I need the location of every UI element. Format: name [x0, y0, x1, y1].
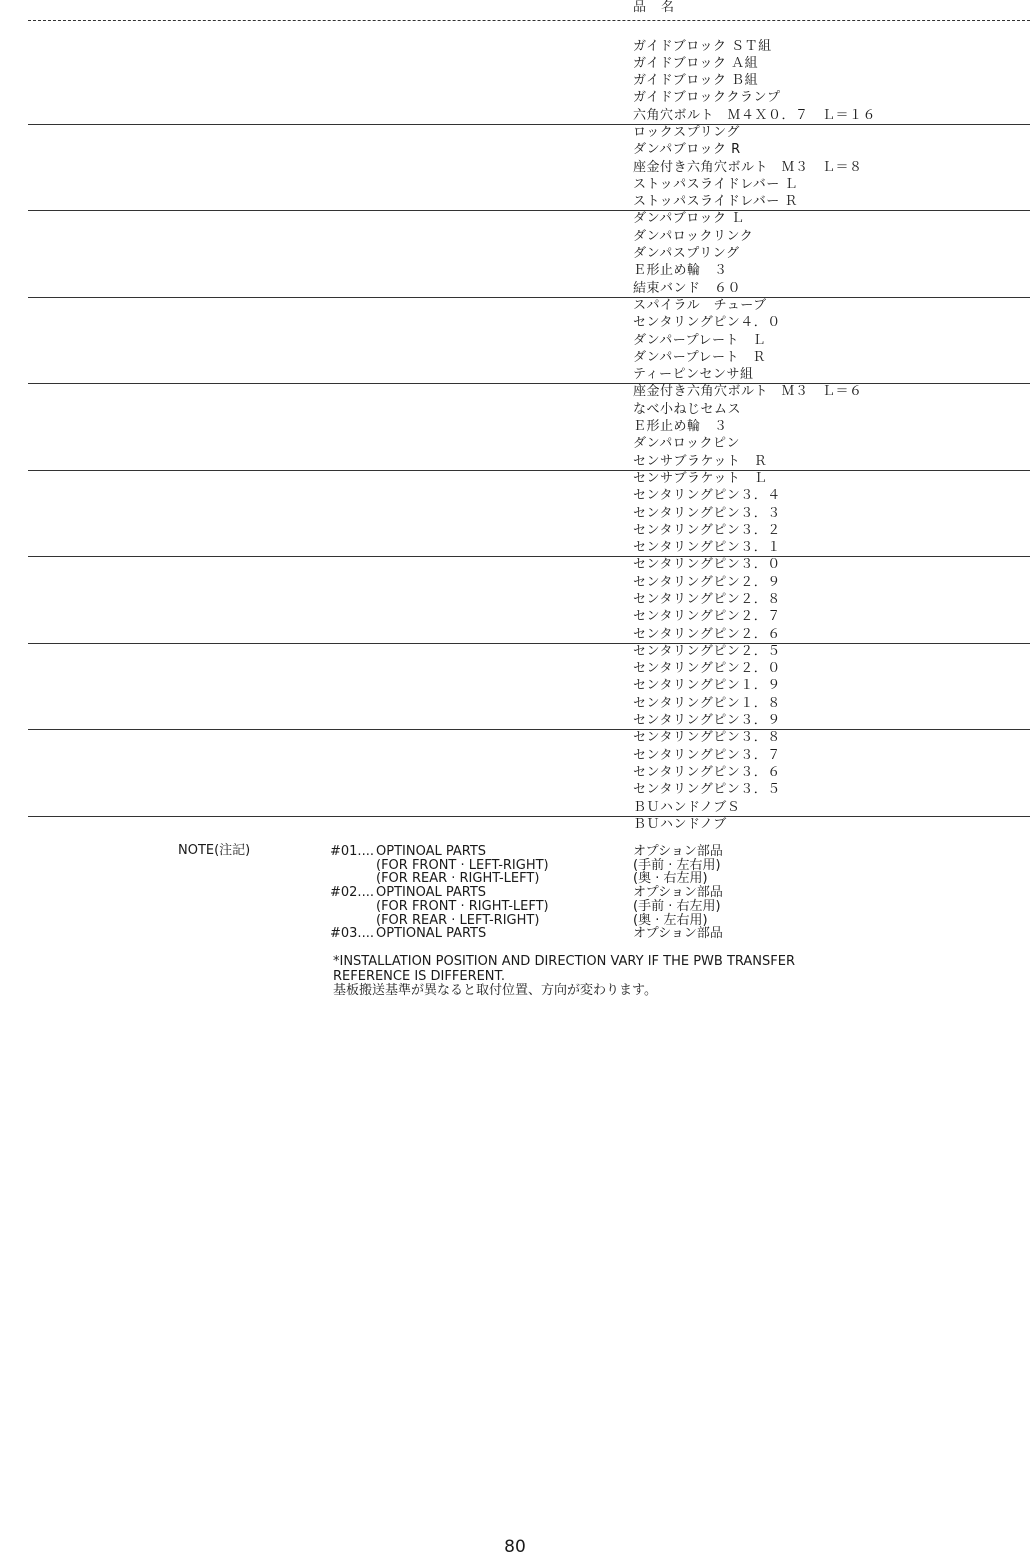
part-item: センタリングピン４．０ — [633, 315, 781, 331]
part-item: センタリングピン３．１ — [633, 540, 781, 556]
part-item: センタリングピン２．７ — [633, 609, 781, 625]
note-label: NOTE(注記) — [178, 843, 251, 858]
part-item: センタリングピン２．０ — [633, 661, 781, 677]
note-japanese: (手前 · 左右用) — [633, 857, 721, 873]
part-item: ロックスプリング — [633, 124, 740, 140]
group-rule — [28, 470, 1030, 471]
part-item: ダンパスプリング — [633, 246, 740, 262]
part-item: ＢＵハンドノブＳ — [633, 799, 741, 815]
note-english: OPTINOAL PARTS — [376, 844, 487, 859]
part-item: センタリングピン２．５ — [633, 643, 781, 659]
part-item: 座金付き六角穴ボルト Ｍ３ Ｌ＝８ — [633, 159, 863, 175]
group-rule — [28, 210, 1030, 211]
column-header-name: 品 名 — [633, 0, 676, 15]
part-item: 六角穴ボルト Ｍ４Ｘ０．７ Ｌ＝１６ — [633, 107, 877, 123]
note-japanese: (奥 · 右左用) — [633, 871, 708, 887]
note-english: OPTINOAL PARTS — [376, 885, 487, 901]
part-item: センタリングピン３．８ — [633, 730, 781, 746]
part-item: ガイドブロック Ｂ組 — [633, 73, 759, 89]
note-japanese: オプション部品 — [633, 844, 723, 859]
part-item: センタリングピン１．８ — [633, 695, 781, 711]
part-item: なべ小ねじセムス — [633, 401, 742, 417]
note-english: (FOR FRONT · LEFT-RIGHT) — [376, 857, 549, 873]
note-code: #02.... — [330, 885, 374, 901]
group-rule — [28, 729, 1030, 730]
part-item: センタリングピン３．７ — [633, 747, 781, 763]
note-english: (FOR REAR · LEFT-RIGHT) — [376, 912, 540, 928]
footnote-line: 基板搬送基準が異なると取付位置、方向が変わります。 — [333, 983, 657, 998]
part-item: センタリングピン２．６ — [633, 626, 781, 642]
note-english: OPTIONAL PARTS — [376, 926, 487, 942]
part-item: Ｅ形止め輪 ３ — [633, 263, 728, 279]
part-item: ガイドブロッククランプ — [633, 90, 781, 106]
part-item: 結束バンド ６０ — [633, 280, 742, 296]
note-code: #03.... — [330, 926, 374, 942]
part-item: ストッパスライドレバー Ｌ — [633, 176, 798, 192]
footnote-line: REFERENCE IS DIFFERENT. — [333, 968, 506, 984]
page-number: 80 — [504, 1537, 526, 1557]
part-item: ティーピンセンサ組 — [633, 367, 754, 383]
part-item: センタリングピン３．４ — [633, 488, 781, 504]
parts-list — [633, 38, 1030, 834]
group-rule — [28, 556, 1030, 557]
header-divider — [28, 20, 1030, 21]
note-japanese: オプション部品 — [633, 885, 723, 901]
part-item: ダンパブロック Ｌ — [633, 211, 745, 227]
part-item: センタリングピン３．５ — [633, 782, 781, 798]
part-item: Ｅ形止め輪 ３ — [633, 419, 728, 435]
part-item: 座金付き六角穴ボルト Ｍ３ Ｌ＝６ — [633, 384, 863, 400]
part-item: センタリングピン３．３ — [633, 505, 781, 521]
part-item: ダンパロックピン — [633, 436, 740, 452]
note-english: (FOR FRONT · RIGHT-LEFT) — [376, 898, 549, 914]
part-item: センタリングピン３．６ — [633, 764, 781, 780]
note-english: (FOR REAR · RIGHT-LEFT) — [376, 871, 540, 887]
part-item: ダンパロックリンク — [633, 228, 754, 244]
part-item: ストッパスライドレバー Ｒ — [633, 194, 798, 210]
part-item: ダンパープレート Ｒ — [633, 349, 767, 365]
group-rule — [28, 297, 1030, 298]
part-item: ダンパブロック R — [633, 142, 741, 158]
group-rule — [28, 124, 1030, 125]
group-rule — [28, 383, 1030, 384]
part-item: センタリングピン３．９ — [633, 713, 781, 729]
note-japanese: (奥 · 左右用) — [633, 912, 708, 928]
part-item: スパイラル チューブ — [633, 297, 767, 313]
group-rule — [28, 643, 1030, 644]
part-item: センタリングピン２．９ — [633, 574, 781, 590]
part-item: ダンパープレート Ｌ — [633, 332, 767, 348]
part-item: ガイドブロック ＳＴ組 — [633, 38, 772, 54]
part-item: ＢＵハンドノブ — [633, 816, 727, 832]
part-item: センタリングピン３．０ — [633, 557, 781, 573]
part-item: センサブラケット Ｒ — [633, 453, 768, 469]
note-japanese: (手前 · 右左用) — [633, 898, 721, 914]
note-code: #01.... — [330, 844, 374, 859]
group-rule — [28, 816, 1030, 817]
part-item: センタリングピン２．８ — [633, 592, 781, 607]
footnote-line: *INSTALLATION POSITION AND DIRECTION VARY IF THE PWB TRANSFER — [333, 954, 796, 969]
note-japanese: オプション部品 — [633, 926, 723, 942]
part-item: ガイドブロック Ａ組 — [633, 55, 759, 71]
part-item: センタリングピン１．９ — [633, 678, 781, 694]
part-item: センサブラケット Ｌ — [633, 470, 768, 486]
part-item: センタリングピン３．２ — [633, 522, 781, 538]
